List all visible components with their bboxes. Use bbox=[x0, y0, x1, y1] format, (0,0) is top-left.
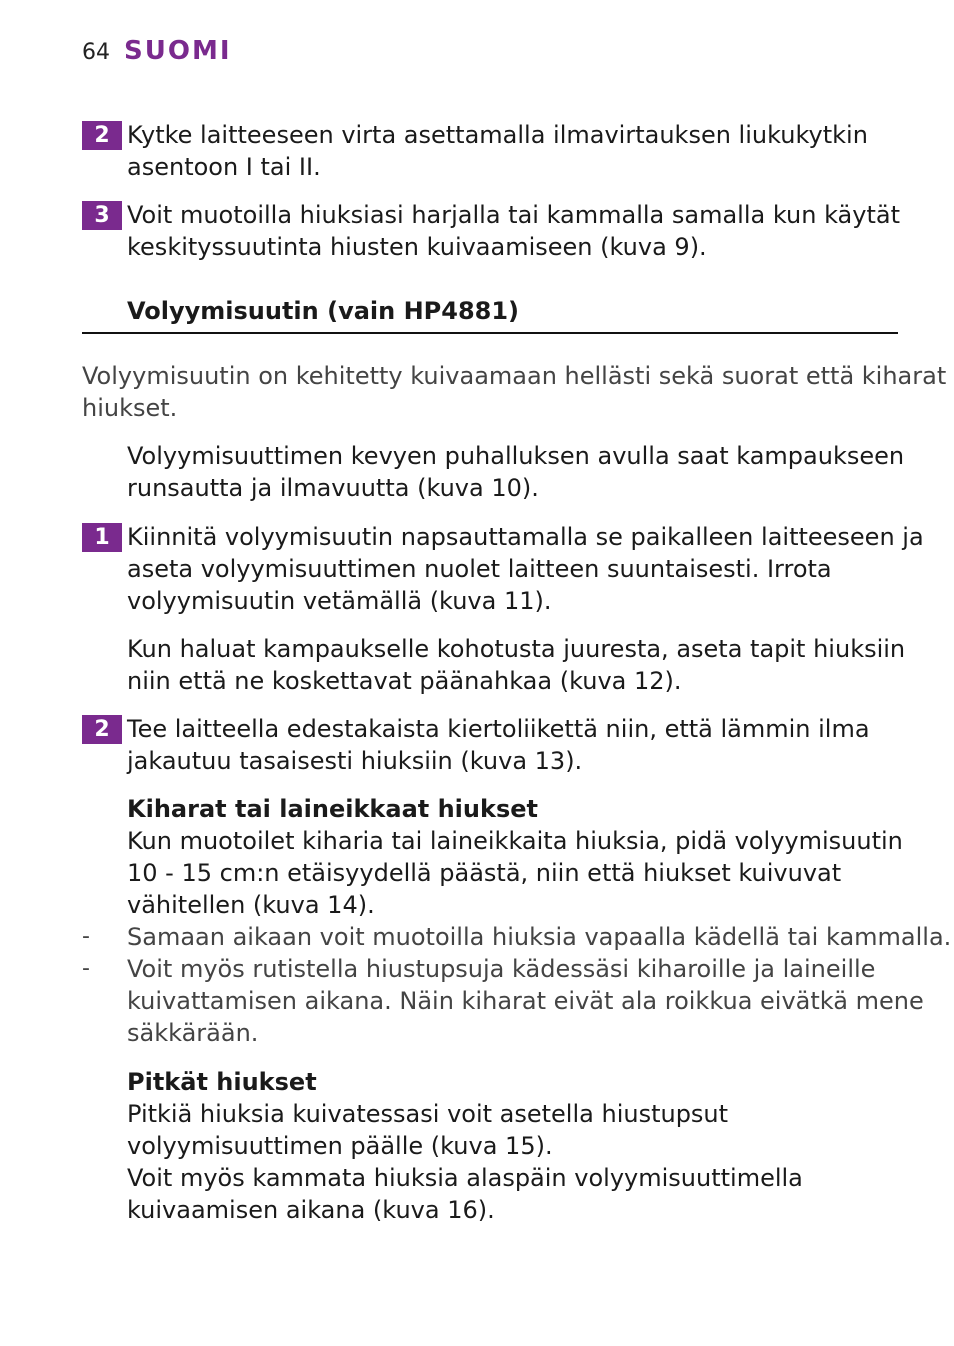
paragraph bbox=[127, 440, 904, 504]
bullet-dash: - bbox=[82, 956, 90, 981]
step-number-badge: 2 bbox=[82, 715, 122, 744]
step-number-badge: 1 bbox=[82, 523, 122, 552]
text-line: Kiinnitä volyymisuutin napsauttamalla se paikalleen laitteeseen ja bbox=[127, 523, 924, 551]
step-text bbox=[127, 119, 868, 183]
text-line: säkkärään. bbox=[127, 1019, 259, 1047]
text-line: kuivaamisen aikana (kuva 16). bbox=[127, 1196, 495, 1224]
text-line: Kun muotoilet kiharia tai laineikkaita hiuksia, pidä volyymisuutin bbox=[127, 827, 903, 855]
text-line: niin että ne koskettavat päänahkaa (kuva 12). bbox=[127, 667, 682, 695]
intro-paragraph bbox=[82, 360, 946, 424]
text-line: runsautta ja ilmavuutta (kuva 10). bbox=[127, 474, 539, 502]
text-line: Voit myös kammata hiuksia alaspäin volyymisuuttimella bbox=[127, 1164, 803, 1192]
step-text bbox=[127, 199, 900, 263]
text-line: keskityssuutinta hiusten kuivaamiseen (kuva 9). bbox=[127, 233, 707, 261]
bullet-item bbox=[127, 953, 924, 1049]
subsection-heading: Kiharat tai laineikkaat hiukset bbox=[127, 795, 538, 823]
text-line: Tee laitteella edestakaista kiertoliikettä niin, että lämmin ilma bbox=[127, 715, 870, 743]
text-line: Volyymisuutin on kehitetty kuivaamaan hellästi sekä suorat että kiharat bbox=[82, 362, 947, 390]
section-divider bbox=[82, 332, 898, 334]
text-line: Voit myös rutistella hiustupsuja kädessäsi kiharoille ja laineille bbox=[127, 955, 876, 983]
text-line: Kun haluat kampaukselle kohotusta juuresta, aseta tapit hiuksiin bbox=[127, 635, 906, 663]
language-title: SUOMI bbox=[124, 36, 232, 66]
text-line: volyymisuuttimen päälle (kuva 15). bbox=[127, 1132, 553, 1160]
text-line: asentoon I tai II. bbox=[127, 153, 321, 181]
section-heading: Volyymisuutin (vain HP4881) bbox=[127, 297, 520, 325]
long-hair-section bbox=[127, 1066, 803, 1226]
paragraph bbox=[127, 633, 905, 697]
text-line: 10 - 15 cm:n etäisyydellä päästä, niin että hiukset kuivuvat bbox=[127, 859, 842, 887]
text-line: Pitkiä hiuksia kuivatessasi voit asetella hiustupsut bbox=[127, 1100, 729, 1128]
text-line: hiukset. bbox=[82, 394, 178, 422]
step-number-badge: 3 bbox=[82, 201, 122, 230]
text-line: Voit muotoilla hiuksiasi harjalla tai kammalla samalla kun käytät bbox=[127, 201, 900, 229]
text-line: Kytke laitteeseen virta asettamalla ilmavirtauksen liukukytkin bbox=[127, 121, 868, 149]
step-text bbox=[127, 713, 870, 777]
text-line: vähitellen (kuva 14). bbox=[127, 891, 375, 919]
page-header bbox=[82, 36, 232, 72]
text-line: jakautuu tasaisesti hiuksiin (kuva 13). bbox=[127, 747, 583, 775]
bullet-dash: - bbox=[82, 924, 90, 949]
curly-hair-section bbox=[127, 793, 903, 921]
text-line: kuivattamisen aikana. Näin kiharat eivät ala roikkua eivätkä mene bbox=[127, 987, 924, 1015]
page-number: 64 bbox=[82, 40, 110, 65]
subsection-heading: Pitkät hiukset bbox=[127, 1068, 317, 1096]
step-number-badge: 2 bbox=[82, 121, 122, 150]
step-text bbox=[127, 521, 924, 617]
text-line: aseta volyymisuuttimen nuolet laitteen suuntaisesti. Irrota bbox=[127, 555, 832, 583]
text-line: volyymisuutin vetämällä (kuva 11). bbox=[127, 587, 552, 615]
text-line: Volyymisuuttimen kevyen puhalluksen avulla saat kampaukseen bbox=[127, 442, 905, 470]
bullet-item bbox=[127, 921, 951, 953]
text-line: Samaan aikaan voit muotoilla hiuksia vapaalla kädellä tai kammalla. bbox=[127, 923, 952, 951]
